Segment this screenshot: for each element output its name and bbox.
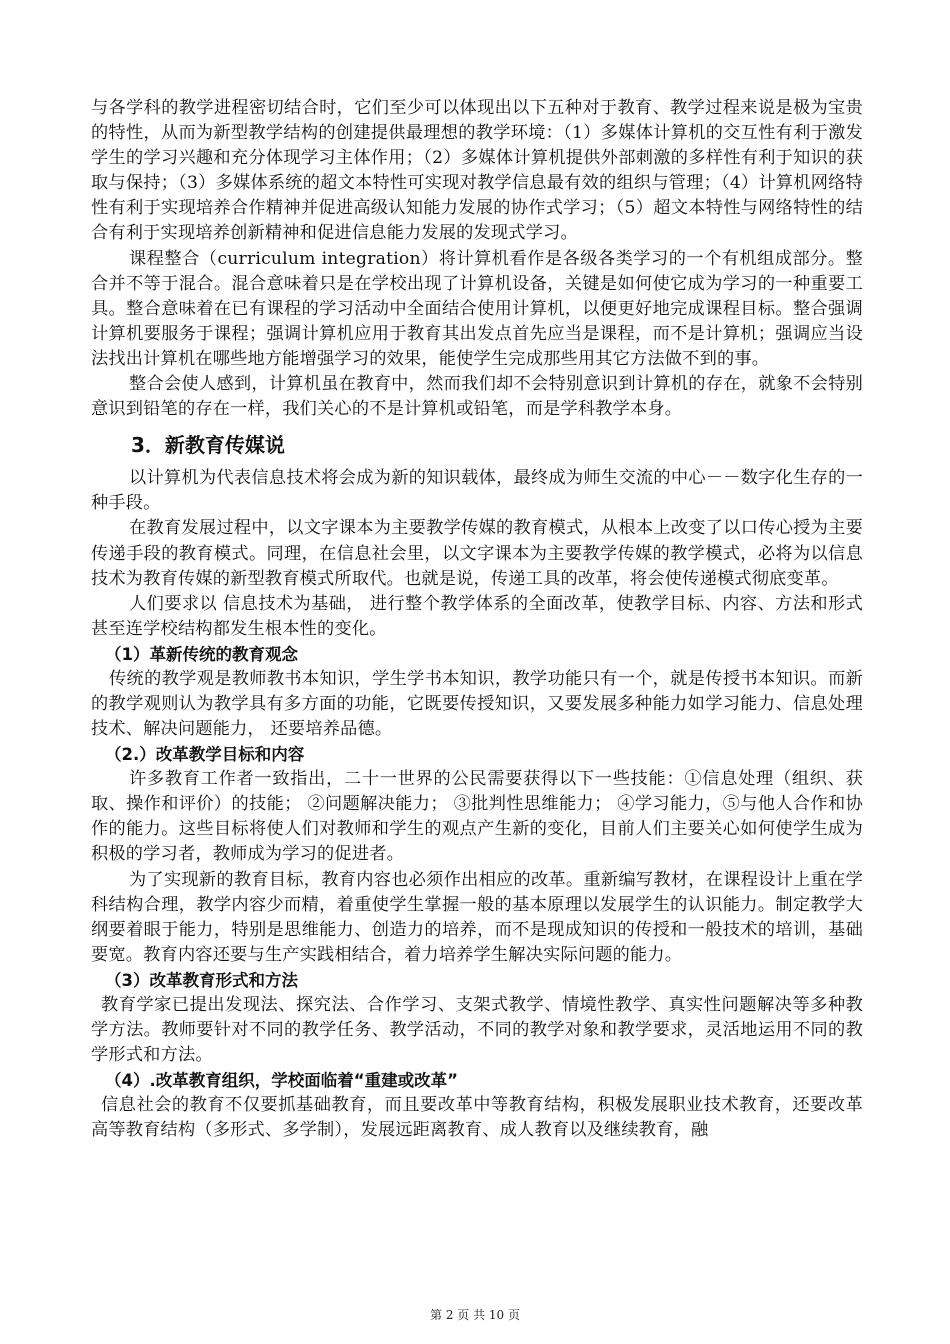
paragraph: 课程整合（curriculum integration）将计算机看作是各级各类学习的一个有机组成部分。整合并不等于混合。混合意味着只是在学校出现了计算机设备，关键是如何使它成为学习的一种重要工具。整合意味着在已有课程的学习活动中全面结合使用计算机，以便更好地完成课程目标。整合强调计算机要服务于课程；强调计算机应用于教育其出发点首先应当是课程，而不是计算机；强调应当设法找出计算机在哪些地方能增强学习的效果，能使学生完成那些用其它方法做不到的事。	[91, 248, 863, 369]
paragraph: 与各学科的教学进程密切结合时，它们至少可以体现出以下五种对于教育、教学过程来说是极为宝贵的特性，从而为新型教学结构的创建提供最理想的教学环境：（1）多媒体计算机的交互性有利于激发学生的学习兴趣和充分体现学习主体作用；（2）多媒体计算机提供外部刺激的多样性有利于知识的获取与保持；（3）多媒体系统的超文本特性可实现对教学信息最有效的组织与管理；（4）计算机网络特性有利于实现培养合作精神并促进高级认知能力发展的协作式学习；（5）超文本特性与网络特性的结合有利于实现培养创新精神和促进信息能力发展的发现式学习。	[91, 98, 863, 244]
paragraph: 许多教育工作者一致指出，二十一世界的公民需要获得以下一些技能：①信息处理（组织、获取、操作和评价）的技能； ②问题解决能力； ③批判性思维能力； ④学习能力，⑤与他人合作和协作的能力。这些目标将使人们对教师和学生的观点产生新的变化，目前人们主要关心如何使学生成为积极的学习者，教师成为学习的促进者。	[91, 769, 863, 865]
subsection-heading: （1）革新传统的教育观念	[105, 644, 298, 664]
paragraph: 以计算机为代表信息技术将会成为新的知识载体，最终成为师生交流的中心－－数字化生存的一种手段。	[91, 468, 863, 514]
subsection-heading: （2.）改革教学目标和内容	[105, 745, 305, 765]
section-heading: 3．新教育传媒说	[131, 433, 285, 458]
paragraph: 教育学家已提出发现法、探究法、合作学习、支架式教学、情境性教学、真实性问题解决等多种教学方法。教师要针对不同的教学任务、教学活动，不同的教学对象和教学要求，灵活地运用不同的教学形式和方法。	[91, 994, 863, 1066]
document-page	[91, 96, 863, 1143]
paragraph: 整合会使人感到，计算机虽在教育中，然而我们却不会特别意识到计算机的存在，就象不会特别意识到铅笔的存在一样，我们关心的不是计算机或铅笔，而是学科教学本身。	[91, 374, 863, 420]
paragraph: 传统的教学观是教师教书本知识，学生学书本知识，教学功能只有一个，就是传授书本知识。而新的教学观则认为教学具有多方面的功能，它既要传授知识，又要发展多种能力如学习能力、信息处理技术、解决问题能力， 还要培养品德。	[91, 668, 863, 740]
paragraph: 在教育发展过程中，以文字课本为主要教学传媒的教育模式，从根本上改变了以口传心授为主要传递手段的教育模式。同理，在信息社会里，以文字课本为主要教学传媒的教学模式，必将为以信息技术为教育传媒的新型教育模式所取代。也就是说，传递工具的改革，将会使传递模式彻底变革。	[91, 518, 863, 589]
paragraph: 人们要求以 信息技术为基础， 进行整个教学体系的全面改革，使教学目标、内容、方法和形式甚至连学校结构都发生根本性的变化。	[91, 593, 863, 639]
subsection-heading: （3）改革教育形式和方法	[105, 970, 298, 990]
subsection-heading: （4）.改革教育组织，学校面临着“重建或改革”	[105, 1071, 458, 1091]
paragraph: 为了实现新的教育目标，教育内容也必须作出相应的改革。重新编写教材，在课程设计上重在学科结构合理，教学内容少而精，着重使学生掌握一般的基本原理以发展学生的认识能力。制定教学大纲要着眼于能力，特别是思维能力、创造力的培养，而不是现成知识的传授和一般技术的培训，基础要宽。教育内容还要与生产实践相结合，着力培养学生解决实际问题的能力。	[91, 869, 863, 965]
page-footer: 第 2 页 共 10 页	[430, 1308, 520, 1322]
paragraph: 信息社会的教育不仅要抓基础教育，而且要改革中等教育结构，积极发展职业技术教育，还要改革高等教育结构（多形式、多学制），发展远距离教育、成人教育以及继续教育，融	[91, 1095, 863, 1141]
